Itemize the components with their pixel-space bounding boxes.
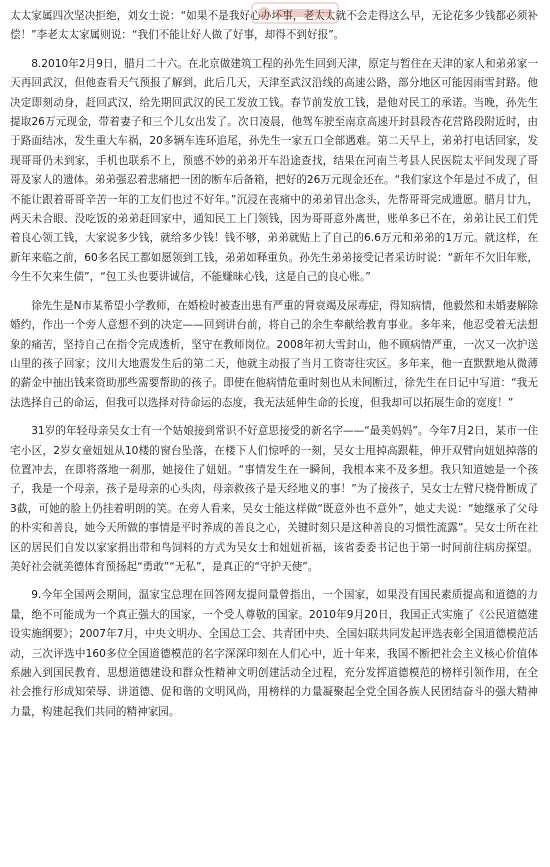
paragraph-xu: 徐先生是N市某希望小学教师，在婚检时被查出患有严重的肾衰竭及尿毒症，得知病情，他毅然和未婚妻解除婚约，作出一个旁人意想不到的决定——回到讲台前，将自己的余生奉献给教育事业。多年来，他忍受着无法想象的痛苦，坚持自己在指令完成透析，坚守在教师岗位。2008年初大雪封山，他不顾病情严重，一次又一次护送山里的孩子回家；汶川大地震发生后的第二天，他就主动报了当月工资寄往灾区。多年来，他一直默默地从微薄的薪金中抽出钱来资助那些需要帮助的孩子。即使在他病情危重时刻也从未间断过，徐先生在日记中写道：“我无法选择自己的命运，但我可以选择对待命运的态度，我无法延伸生命的长度，但我却可以拓展生命的宽度！” (10, 299, 538, 409)
paragraph-31: 31岁的年轻母亲吴女士有一个姑娘接到常识不好意思接受的新名字——“最美妈妈”。今年7月2日，某市一住宅小区，2岁女童妞妞从10楼的窗台坠落，在楼下人们惊呼的一刻，吴女士甩掉高跟鞋，伸开双臂向妞妞掉落的位置冲去，在即将落地一刹那，她接住了妞妞。“事情发生在一瞬间，我根本来不及多想。我只知道她是一个孩子，我是一个母亲，孩子是母亲的心头肉，母亲救孩子是天经地义的事！”为了接孩子，吴女士左臂尺桡骨断成了3截，可她的脸上仍挂着明朗的笑。在旁人看来，吴女士能这样做“既意外也不意外”，她丈夫说：“她继承了父母的朴实和善良，她今天所做的事情是平时养成的善良之心，关键时刻只是这种善良的习惯性流露”。吴女士所在社区的居民们自发以家家捐出带和鸟饲料的方式为吴女士和妞妞祈福，该省委委书记也于第一时间前往病房探望。美好社会就美德体育预扬起“勇敢”“无私”，是真正的“守护天使”。 (10, 425, 538, 573)
paragraph-8: 8.2010年2月9日，腊月二十六。在北京做建筑工程的孙先生回到天津，原定与暂住在天津的家人和弟弟家一天再回武汉，但他查看天气预报了解到，此后几天，天津至武汉沿线的高速公路，部分地区可能因雨雪封路。他决定即刻动身，赶回武汉，给先期回武汉的民工发放工钱。春节前发放工钱，是他对民工的承诺。当晚，孙先生提取26万元现金，带着妻子和三个儿女出发了。次日凌晨，他驾车驶至南京高速开封县段杏花营路段附近时，由于路面结冰，发生重大车祸，20多辆车连环追尾，孙先生一家五口全部遇难。第二天早上，弟弟打电话回家，发现哥哥仍未到家，手机也联系不上，预感不妙的弟弟开车沿途查找，结果在河南兰考县人民医院太平间发现了哥哥及家人的遗体。弟弟强忍着悲痛把一团的断车后备箱，把好的26万元现金还在。“我们家这个年是过不成了，但不能让跟着哥哥辛苦一年的工友们也过不好年。”沉浸在丧痛中的弟弟冒出念头，先帮哥哥完成遗愿。腊月廿九，两天未合眼、没吃饭的弟弟赶回家中，通知民工上门领钱，因为哥哥意外离世，账单多已不在，弟弟让民工们凭着良心领工钱，大家说多少钱，就给多少钱！钱不够，弟弟就贴上了自己的6.6万元和弟弟的1万元。就这样，在新年来临之前，60多名民工都如愿领到工钱，弟弟如释重负。孙先生弟弟接受记者采访时说：“新年不欠旧年账，今生不欠来生债”，“包工头也要讲诚信，不能赚昧心钱，这是自己的良心账。” (10, 57, 538, 284)
paragraph-intro: 太太家属四次坚决拒绝，刘女士说：“如果不是我好心办坏事，老太太就不会走得这么早，无论花多少钱都必须补偿！”李老太太家属则说：“我们不能让好人做了好事，却得不到好报”。 (10, 10, 538, 42)
paragraph-9: 9.今年全国两会期间，温家宝总理在回答网友提问量曾指出，一个国家，如果没有国民素质提高和道德的力量，绝不可能成为一个真正强大的国家，一个受人尊敬的国家。2010年9月20日，我国正式实施了《公民道德建设实施纲要》；2007年7月，中央文明办、全国总工会、共青团中央、全国妇联共同发起评选表彰全国道德模范活动，三次评选中160多位全国道德模范的名字深深印刻在人们心中，近十年来，我国不断把社会主义核心价值体系融入到国民教育、思想道德建设和群众性精神文明创建活动全过程，充分发挥道德模范的榜样引领作用，在全社会推行形成知荣辱、讲道德、促和谐的文明风尚，用榜样的力量凝聚起全党全国各族人民团结奋斗的强大精神力量，构建起我们共同的精神家园。 (10, 589, 538, 718)
